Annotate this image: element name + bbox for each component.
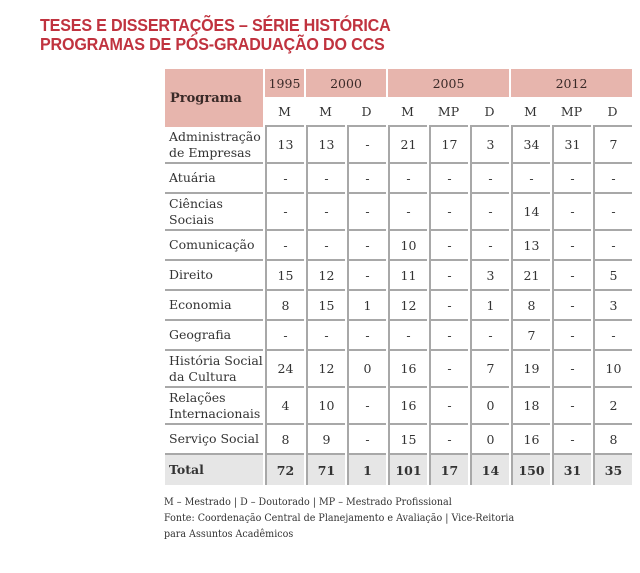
value-cell: 7 — [593, 127, 632, 164]
year-header-2000: 2000 — [306, 69, 386, 97]
program-name-line: de Empresas — [169, 144, 252, 160]
total-value-cell: 71 — [306, 455, 345, 485]
year-header-1995: 1995 — [265, 69, 304, 97]
program-name-cell — [165, 127, 263, 164]
table-footnote — [164, 494, 514, 542]
value-cell: - — [429, 425, 468, 455]
value-cell: - — [265, 194, 304, 231]
total-value-cell: 31 — [552, 455, 591, 485]
value-cell: - — [265, 164, 304, 194]
theses-table — [163, 69, 634, 485]
value-cell: - — [265, 321, 304, 351]
value-cell: 9 — [306, 425, 345, 455]
program-name-line: da Cultura — [169, 368, 237, 384]
subheader-cell: M — [511, 97, 550, 127]
value-cell: 16 — [388, 351, 427, 388]
value-cell: 34 — [511, 127, 550, 164]
value-cell: - — [265, 231, 304, 261]
value-cell: 17 — [429, 127, 468, 164]
value-cell: - — [429, 351, 468, 388]
table-row — [165, 231, 632, 261]
value-cell: 10 — [388, 231, 427, 261]
program-name-line: História Social — [169, 352, 263, 368]
subheader-cell: D — [470, 97, 509, 127]
subheader-cell: M — [388, 97, 427, 127]
total-label: Total — [165, 455, 263, 485]
table-row — [165, 127, 632, 164]
value-cell: 0 — [470, 425, 509, 455]
value-cell: - — [552, 321, 591, 351]
subheader-cell: D — [593, 97, 632, 127]
value-cell: 24 — [265, 351, 304, 388]
total-value-cell: 17 — [429, 455, 468, 485]
value-cell: - — [552, 164, 591, 194]
total-value-cell: 14 — [470, 455, 509, 485]
value-cell: - — [429, 321, 468, 351]
subheader-cell: MP — [552, 97, 591, 127]
value-cell: - — [347, 261, 386, 291]
value-cell: - — [388, 321, 427, 351]
title-line-1: TESES E DISSERTAÇÕES – SÉRIE HISTÓRICA — [40, 15, 391, 35]
program-name-line: Atuária — [169, 170, 216, 185]
program-name-line: Economia — [169, 297, 232, 312]
value-cell: 11 — [388, 261, 427, 291]
program-name-cell — [165, 351, 263, 388]
value-cell: 8 — [265, 425, 304, 455]
value-cell: 8 — [265, 291, 304, 321]
value-cell: - — [593, 194, 632, 231]
subheader-cell: MP — [429, 97, 468, 127]
total-value-cell: 35 — [593, 455, 632, 485]
total-row — [165, 455, 632, 485]
value-cell: - — [552, 425, 591, 455]
value-cell: - — [470, 321, 509, 351]
value-cell: - — [470, 164, 509, 194]
value-cell: 19 — [511, 351, 550, 388]
value-cell: 15 — [306, 291, 345, 321]
value-cell: 16 — [388, 388, 427, 425]
value-cell: 0 — [470, 388, 509, 425]
value-cell: 3 — [470, 127, 509, 164]
value-cell: - — [347, 425, 386, 455]
program-name-line: Comunicação — [169, 237, 255, 252]
value-cell: - — [429, 291, 468, 321]
value-cell: - — [429, 261, 468, 291]
value-cell: 0 — [347, 351, 386, 388]
program-name-line: Ciências — [169, 195, 223, 211]
value-cell: - — [388, 164, 427, 194]
table-row — [165, 291, 632, 321]
title-line-2: PROGRAMAS DE PÓS-GRADUAÇÃO DO CCS — [40, 34, 385, 54]
program-name-cell — [165, 164, 263, 194]
program-name-line: Relações — [169, 389, 226, 405]
value-cell: 8 — [593, 425, 632, 455]
table-row — [165, 261, 632, 291]
subheader-cell: M — [265, 97, 304, 127]
program-name-line: Sociais — [169, 211, 214, 227]
value-cell: 10 — [593, 351, 632, 388]
value-cell: 4 — [265, 388, 304, 425]
value-cell: 15 — [388, 425, 427, 455]
table-row — [165, 164, 632, 194]
program-name-line: Direito — [169, 267, 213, 282]
value-cell: - — [306, 194, 345, 231]
value-cell: - — [429, 194, 468, 231]
value-cell: 16 — [511, 425, 550, 455]
value-cell: 3 — [593, 291, 632, 321]
value-cell: - — [470, 194, 509, 231]
table-row — [165, 425, 632, 455]
value-cell: 12 — [306, 351, 345, 388]
program-name-line: Internacionais — [169, 405, 261, 421]
source-note-line-2: para Assuntos Acadêmicos — [164, 528, 294, 540]
value-cell: 13 — [306, 127, 345, 164]
value-cell: - — [306, 231, 345, 261]
value-cell: - — [552, 231, 591, 261]
value-cell: - — [593, 321, 632, 351]
value-cell: - — [347, 194, 386, 231]
value-cell: 12 — [388, 291, 427, 321]
value-cell: 14 — [511, 194, 550, 231]
value-cell: 7 — [470, 351, 509, 388]
value-cell: - — [347, 231, 386, 261]
value-cell: - — [429, 231, 468, 261]
program-name-cell — [165, 194, 263, 231]
program-column-header: Programa — [165, 69, 263, 127]
value-cell: - — [306, 321, 345, 351]
table-row — [165, 351, 632, 388]
value-cell: 10 — [306, 388, 345, 425]
subheader-cell: D — [347, 97, 386, 127]
page-title — [40, 16, 391, 54]
value-cell: - — [552, 388, 591, 425]
program-name-cell — [165, 231, 263, 261]
program-name-line: Administração — [169, 128, 261, 144]
value-cell: 12 — [306, 261, 345, 291]
table-row — [165, 321, 632, 351]
value-cell: 1 — [347, 291, 386, 321]
value-cell: 21 — [388, 127, 427, 164]
program-name-line: Geografia — [169, 327, 232, 342]
value-cell: - — [593, 164, 632, 194]
value-cell: - — [388, 194, 427, 231]
table-row — [165, 194, 632, 231]
value-cell: - — [511, 164, 550, 194]
value-cell: 18 — [511, 388, 550, 425]
value-cell: - — [429, 388, 468, 425]
program-name-cell — [165, 321, 263, 351]
value-cell: - — [347, 388, 386, 425]
total-value-cell: 72 — [265, 455, 304, 485]
total-value-cell: 150 — [511, 455, 550, 485]
value-cell: 3 — [470, 261, 509, 291]
value-cell: 13 — [265, 127, 304, 164]
value-cell: - — [306, 164, 345, 194]
legend-note: M – Mestrado | D – Doutorado | MP – Mestrado Profissional — [164, 496, 452, 508]
value-cell: - — [470, 231, 509, 261]
program-name-cell — [165, 425, 263, 455]
value-cell: 1 — [470, 291, 509, 321]
value-cell: 8 — [511, 291, 550, 321]
value-cell: - — [593, 231, 632, 261]
total-value-cell: 1 — [347, 455, 386, 485]
value-cell: - — [347, 164, 386, 194]
program-name-cell — [165, 261, 263, 291]
year-header-2005: 2005 — [388, 69, 509, 97]
program-name-line: Serviço Social — [169, 431, 260, 446]
value-cell: 2 — [593, 388, 632, 425]
value-cell: - — [552, 261, 591, 291]
value-cell: 31 — [552, 127, 591, 164]
value-cell: 21 — [511, 261, 550, 291]
value-cell: - — [552, 291, 591, 321]
total-value-cell: 101 — [388, 455, 427, 485]
value-cell: - — [347, 321, 386, 351]
value-cell: - — [552, 351, 591, 388]
value-cell: - — [429, 164, 468, 194]
program-name-cell — [165, 291, 263, 321]
table-row — [165, 388, 632, 425]
program-name-cell — [165, 388, 263, 425]
subheader-cell: M — [306, 97, 345, 127]
year-header-2012: 2012 — [511, 69, 632, 97]
value-cell: - — [552, 194, 591, 231]
value-cell: - — [347, 127, 386, 164]
value-cell: 7 — [511, 321, 550, 351]
value-cell: 13 — [511, 231, 550, 261]
source-note-line-1: Fonte: Coordenação Central de Planejamento e Avaliação | Vice-Reitoria — [164, 512, 515, 524]
value-cell: 15 — [265, 261, 304, 291]
value-cell: 5 — [593, 261, 632, 291]
